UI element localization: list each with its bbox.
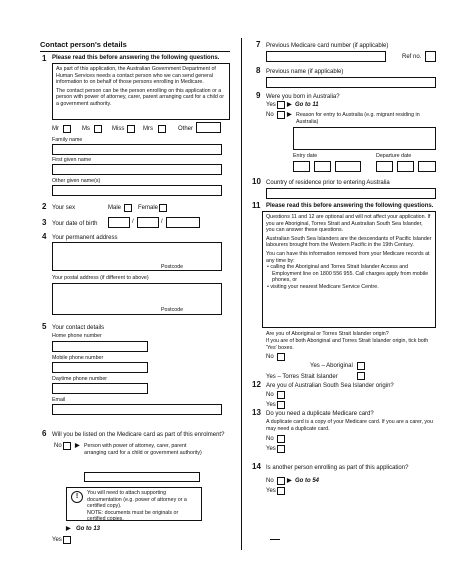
- entry-day-field[interactable]: [293, 161, 310, 172]
- arrow-icon: ▶: [75, 443, 80, 449]
- q3-number: 3: [42, 218, 47, 227]
- q9-yes-checkbox[interactable]: [277, 101, 285, 109]
- section-heading: Contact person's details: [40, 40, 127, 49]
- q14-no-checkbox[interactable]: [277, 477, 285, 485]
- mobile-phone-field[interactable]: [52, 362, 148, 373]
- title-other-label: Other: [178, 126, 194, 132]
- sex-male-checkbox[interactable]: [124, 204, 132, 212]
- q11-bullet-1: • calling the Aboriginal and Torres Strait Islander Access and Employment line on 1800 556 955. Call charges apply from mobile phones, or: [267, 264, 429, 284]
- q4-number: 4: [42, 232, 47, 241]
- q9-no-label: No: [266, 112, 274, 118]
- q11-yes-torres-label: Yes – Torres Strait Islander: [266, 374, 338, 380]
- title-ms-checkbox[interactable]: [94, 125, 102, 133]
- q8-number: 8: [256, 66, 261, 75]
- family-name-label: Family name: [52, 137, 83, 143]
- first-given-name-label: First given name: [52, 157, 92, 163]
- q7-number: 7: [256, 40, 261, 49]
- q1-number: 1: [42, 54, 47, 63]
- departure-day-field[interactable]: [376, 161, 393, 172]
- other-given-names-label: Other given name(s): [52, 178, 101, 184]
- q10-label: Country of residence prior to entering Australia: [266, 180, 390, 186]
- entry-month-field[interactable]: [314, 161, 331, 172]
- postcode-label: Postcode: [161, 264, 184, 270]
- postal-address-label: Your postal address (if different to above): [52, 275, 149, 281]
- q13-description: A duplicate card is a copy of your Medicare card. If you are a carer, you may need a duplicate card.: [266, 419, 433, 432]
- mobile-phone-label: Mobile phone number: [52, 355, 104, 361]
- q12-label: Are you of Australian South Sea Islander origin?: [266, 383, 394, 389]
- q9-label: Were you born in Australia?: [266, 94, 340, 100]
- ref-label: Ref no.: [402, 54, 422, 60]
- departure-date-label: Departure date: [376, 153, 412, 159]
- sex-female-label: Female: [138, 205, 159, 211]
- q12-no-label: No: [266, 392, 274, 398]
- permanent-address-field[interactable]: [52, 242, 222, 271]
- title-mr-checkbox[interactable]: [63, 125, 71, 133]
- dob-sep-2: /: [161, 219, 163, 225]
- departure-month-field[interactable]: [397, 161, 414, 172]
- departure-year-field[interactable]: [418, 161, 436, 172]
- title-ms-label: Ms: [82, 126, 90, 132]
- daytime-phone-field[interactable]: [52, 383, 148, 394]
- q14-yes-checkbox[interactable]: [277, 487, 285, 495]
- q11-bullet-2: • visiting your nearest Medicare Service Centre.: [267, 283, 379, 290]
- q14-no-label: No: [266, 478, 274, 484]
- arrow-icon: ▶: [287, 102, 292, 108]
- q13-label: Do you need a duplicate Medicare card?: [266, 411, 374, 417]
- q11-yes-torres-checkbox[interactable]: [357, 372, 365, 380]
- q6-yes-checkbox[interactable]: [63, 536, 71, 544]
- entry-date-label: Entry date: [293, 153, 318, 159]
- q6-label: Will you be listed on the Medicare card as part of this enrolment?: [52, 432, 225, 438]
- q6-note-2: NOTE: documents must be originals or certified copies.: [87, 509, 179, 523]
- q13-yes-checkbox[interactable]: [277, 445, 285, 453]
- column-divider: [241, 38, 242, 550]
- q9-goto: Go to 11: [295, 102, 319, 108]
- q2-number: 2: [42, 202, 47, 211]
- sex-male-label: Male: [108, 205, 122, 211]
- ref-no-field[interactable]: [425, 51, 436, 62]
- q9-reason-label: Reason for entry to Australia (e.g. migrant residing in Australia): [296, 112, 420, 125]
- email-field[interactable]: [52, 404, 222, 415]
- q11-p2: Australian South Sea Islanders are the descendants of Pacific Islander labourers brought from the Western Pacific in the 19th Century.: [266, 235, 432, 249]
- previous-name-field[interactable]: [266, 77, 436, 88]
- dob-year-field[interactable]: [166, 217, 200, 228]
- arrow-icon: ▶: [287, 478, 292, 484]
- home-phone-field[interactable]: [52, 341, 148, 352]
- heading-rule: [40, 51, 230, 52]
- dob-label: Your date of birth: [52, 221, 98, 227]
- goto-13-arrow-icon: ▶: [66, 526, 71, 532]
- q12-number: 12: [252, 380, 261, 389]
- q6-note-1: You will need to attach supporting documentation (e.g. power of attorney or a certified copy).: [87, 490, 187, 510]
- postal-address-field[interactable]: [52, 283, 222, 315]
- q1-info-p2: The contact person can be the person enrolling on this application or a person with power of attorney, carer, parent arranging card for a child or a government authority.: [56, 87, 225, 107]
- sex-label: Your sex: [52, 205, 76, 211]
- q11-number: 11: [252, 201, 261, 210]
- q7-label: Previous Medicare card number (if applicable): [266, 43, 389, 49]
- q6-goto: Go to 13: [76, 526, 101, 532]
- q6-no-label: No: [54, 443, 62, 449]
- q8-label: Previous name (if applicable): [266, 69, 344, 75]
- q11-no-checkbox[interactable]: [277, 353, 285, 361]
- q6-note-box: [66, 487, 202, 521]
- country-residence-field[interactable]: [266, 188, 436, 199]
- q1-info-p1: As part of this application, the Australian Government Department of Human Services needs a contact person who we can send general information to on behalf of those persons enrolling in Medicare.: [56, 66, 216, 86]
- q6-no-checkbox[interactable]: [63, 442, 71, 450]
- other-given-names-field[interactable]: [52, 185, 222, 196]
- q11-info-box: [262, 211, 436, 328]
- q11-yes-aboriginal-checkbox[interactable]: [357, 362, 365, 370]
- permanent-address-label: Your permanent address: [52, 235, 118, 241]
- postal-postcode-label: Postcode: [161, 307, 184, 313]
- q5-number: 5: [42, 322, 47, 331]
- previous-medicare-field[interactable]: [266, 51, 386, 62]
- q14-label: Is another person enrolling as part of this application?: [266, 465, 409, 471]
- dob-day-field[interactable]: [108, 217, 130, 228]
- entry-year-field[interactable]: [335, 161, 361, 172]
- q14-number: 14: [252, 462, 261, 471]
- title-miss-label: Miss: [112, 126, 125, 132]
- q13-no-checkbox[interactable]: [277, 435, 285, 443]
- q9-no-checkbox[interactable]: [277, 111, 285, 119]
- q6-no-text: Person with power of attorney, carer, parent arranging card for a child or government authority): [84, 443, 202, 456]
- q6-number: 6: [42, 429, 47, 438]
- first-given-name-field[interactable]: [52, 164, 222, 175]
- q12-no-checkbox[interactable]: [277, 391, 285, 399]
- title-mr-label: Mr: [52, 126, 59, 132]
- title-mrs-label: Mrs: [143, 126, 153, 132]
- entry-reason-field[interactable]: [293, 127, 436, 150]
- q10-number: 10: [252, 177, 261, 186]
- q1-title: Please read this before answering the following questions.: [52, 55, 220, 61]
- info-icon: !: [71, 491, 83, 503]
- sex-female-checkbox[interactable]: [159, 204, 167, 212]
- q11-question: Are you of Aboriginal or Torres Strait Islander origin?: [266, 331, 389, 337]
- q11-p1: Questions 11 and 12 are optional and will not affect your application. If you are Aboriginal, Torres Strait and Australian South Sea Islander, you can answer these questions.: [266, 214, 431, 234]
- dob-month-field[interactable]: [137, 217, 159, 228]
- q11-yes-aboriginal-label: Yes – Aboriginal: [310, 363, 353, 369]
- email-label: Email: [52, 397, 66, 403]
- q1-info-box: [52, 63, 230, 120]
- q11-p3: You can have this information removed from your Medicare records at any time by:: [266, 250, 430, 264]
- contact-details-label: Your contact details: [52, 325, 105, 331]
- q6-authority-field[interactable]: [84, 472, 200, 482]
- q11-no-label: No: [266, 354, 274, 360]
- q11-subtext: If you are of both Aboriginal and Torres Strait Islander origin, tick both 'Yes' boxes.: [266, 338, 429, 351]
- q11-title: Please read this before answering the following questions.: [266, 203, 434, 209]
- q6-yes-label: Yes: [52, 537, 62, 543]
- home-phone-label: Home phone number: [52, 333, 102, 339]
- q9-yes-label: Yes: [266, 102, 276, 108]
- q14-goto: Go to 54: [295, 478, 320, 484]
- arrow-icon: ▶: [287, 112, 292, 118]
- title-mrs-checkbox[interactable]: [158, 125, 166, 133]
- q9-number: 9: [256, 91, 261, 100]
- page-mark: [270, 539, 280, 540]
- q14-yes-label: Yes: [266, 488, 276, 494]
- q13-number: 13: [252, 408, 261, 417]
- q12-yes-checkbox[interactable]: [277, 401, 285, 409]
- q13-yes-label: Yes: [266, 446, 276, 452]
- q13-no-label: No: [266, 436, 274, 442]
- dob-sep-1: /: [132, 219, 134, 225]
- daytime-phone-label: Daytime phone number: [52, 376, 108, 382]
- title-miss-checkbox[interactable]: [127, 125, 135, 133]
- title-other-field[interactable]: [196, 122, 221, 133]
- q12-yes-label: Yes: [266, 402, 276, 408]
- family-name-field[interactable]: [52, 144, 222, 155]
